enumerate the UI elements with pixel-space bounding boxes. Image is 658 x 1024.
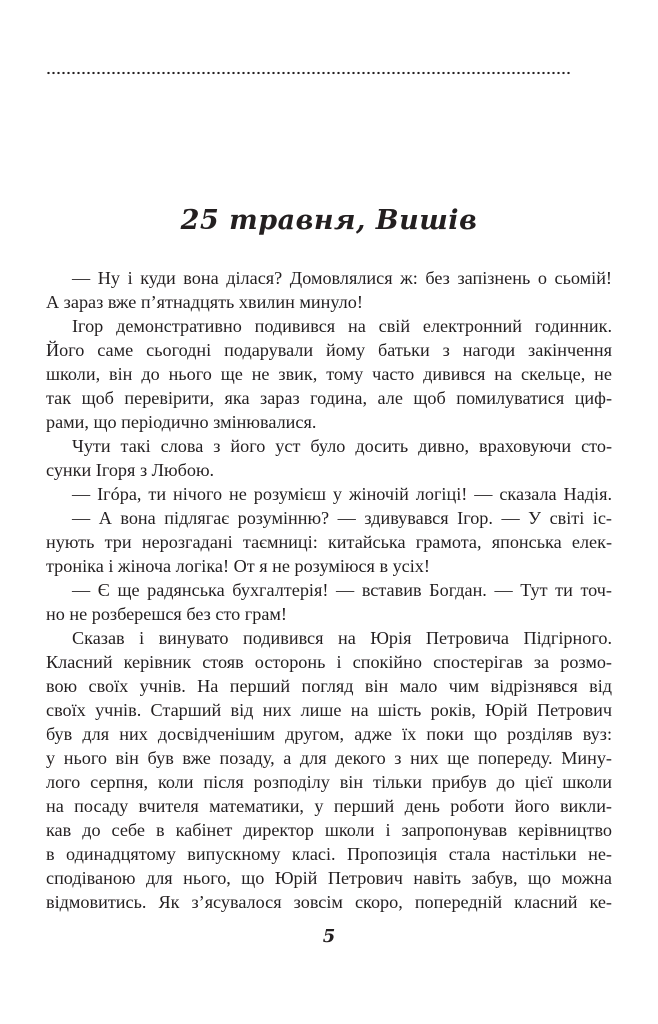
text-line: Ігор демонстративно подивився на свій електронний годинник. [72, 316, 612, 336]
text-line: кав до себе в кабінет директор школи і запропонував керівництво [46, 820, 612, 840]
text-line: сунки Ігоря з Любою. [46, 460, 215, 480]
chapter-title: 25 травня, Вишів [180, 205, 478, 236]
dotted-rule [46, 71, 570, 75]
text-line: своїх учнів. Старший від них лише на шість років, Юрій Петрович [46, 700, 612, 720]
text-line: нують три нерозгадані таємниці: китайська грамота, японська елек- [46, 532, 612, 552]
text-line: сподіваною для нього, що Юрій Петрович навіть забув, що можна [46, 868, 612, 888]
text-line: троніка і жіноча логіка! От я не розуміюся в усіх! [46, 556, 430, 576]
text-line: лого серпня, коли після розподілу він тільки прибув до цієї школи [46, 772, 612, 792]
text-line: — Ігóра, ти нічого не розумієш у жіночій логіці! — сказала Надія. [72, 484, 612, 504]
text-line: Класний керівник стояв осторонь і спокійно спостерігав за розмо- [46, 652, 612, 672]
text-line: Його саме сьогодні подарували йому батьки з нагоди закінчення [46, 340, 612, 360]
text-line: — Ну і куди вона ділася? Домовлялися ж: без запізнень о сьомій! [72, 268, 612, 288]
page-number: 5 [322, 926, 336, 947]
text-line: відмовитись. Як з’ясувалося зовсім скоро, попередній класний ке- [46, 892, 612, 912]
text-line: вою своїх учнів. На перший погляд він мало чим відрізнявся від [46, 676, 612, 696]
text-line: — А вона підлягає розумінню? — здивувався Ігор. — У світі іс- [72, 508, 612, 528]
text-line: на посаду вчителя математики, у перший день роботи його викли- [46, 796, 612, 816]
text-line: Сказав і винувато подивився на Юрія Петровича Підгірного. [72, 628, 612, 648]
text-line: був для них досвідченішим другом, адже їх поки що розділяв вуз: [46, 724, 612, 744]
text-line: — Є ще радянська бухгалтерія! — вставив Богдан. — Тут ти точ- [72, 580, 612, 600]
text-line: в одинадцятому випускному класі. Пропозиція стала настільки не- [46, 844, 612, 864]
text-line: школи, він до нього ще не звик, тому часто дивився на скельце, не [46, 364, 612, 384]
text-line: А зараз вже п’ятнадцять хвилин минуло! [46, 292, 363, 312]
body-text [46, 266, 612, 914]
text-line: рами, що періодично змінювалися. [46, 412, 317, 432]
text-line: так щоб перевірити, яка зараз година, але щоб помилуватися циф- [46, 388, 612, 408]
text-line: Чути такі слова з його уст було досить дивно, враховуючи сто- [72, 436, 612, 456]
text-line: но не розберешся без сто грам! [46, 604, 287, 624]
text-line: у нього він був вже позаду, а для декого з них ще попереду. Мину- [46, 748, 612, 768]
